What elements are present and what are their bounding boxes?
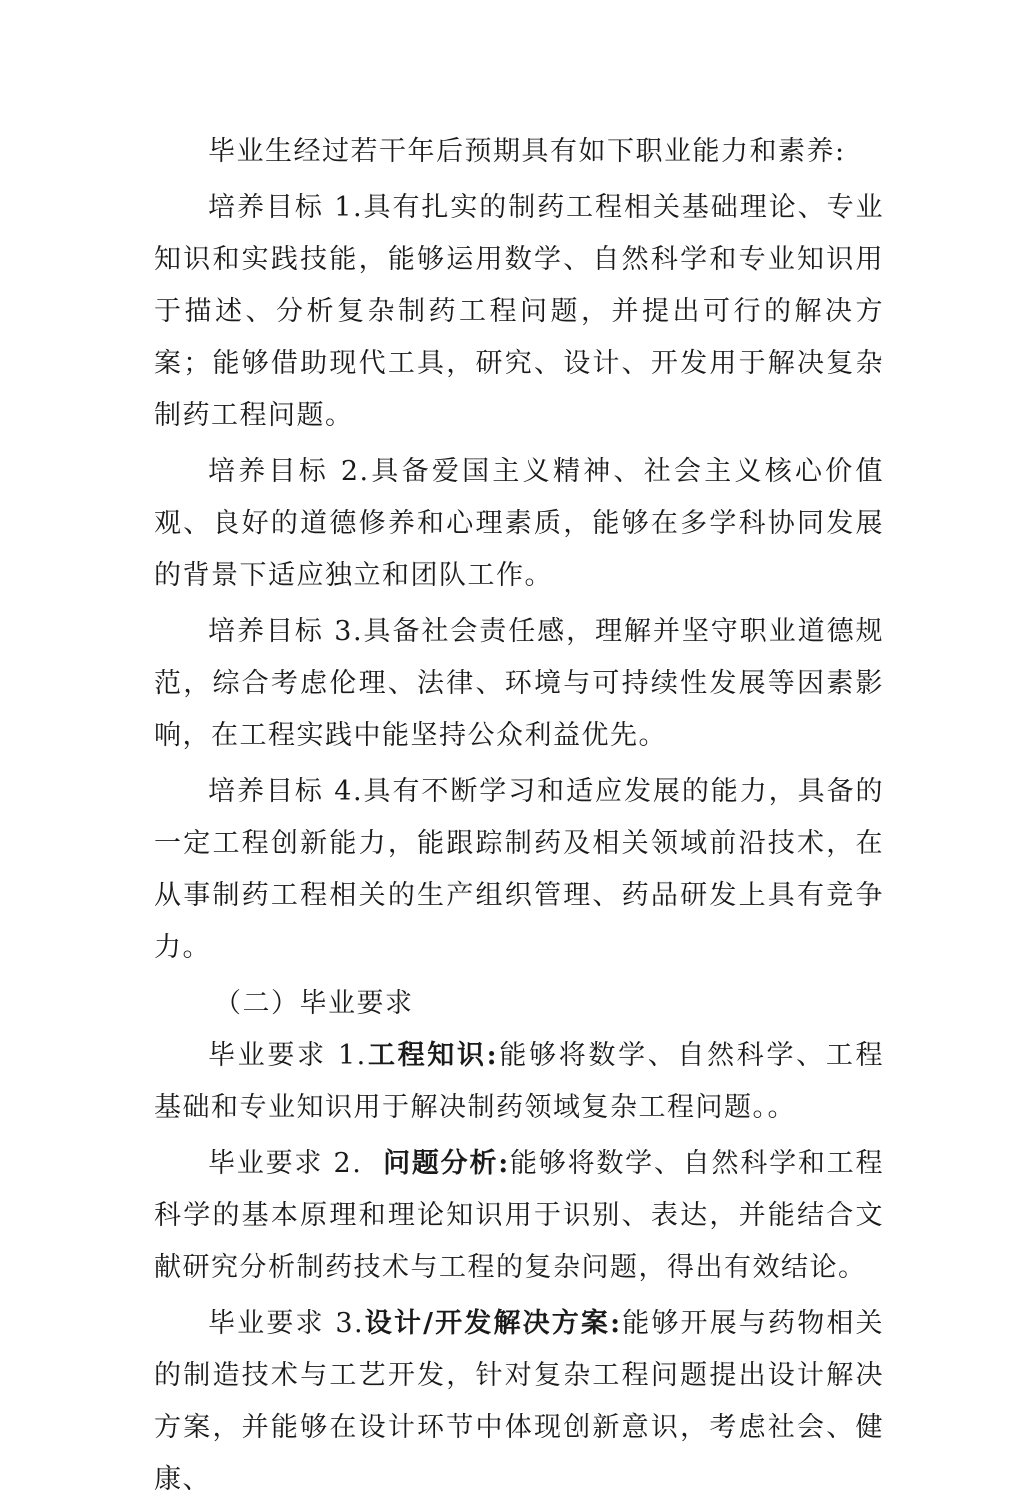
requirement-1-paragraph	[154, 1030, 884, 1134]
objective-2-label: 培养目标 2.	[208, 456, 370, 487]
objective-4-label: 培养目标 4.	[208, 776, 364, 807]
requirement-2-label: 毕业要求 2.	[208, 1148, 363, 1179]
requirement-1-text: 能够将数学、自然科学、工程基础和专业知识用于解决制药领域复杂工程问题。。	[154, 1040, 885, 1123]
document-page	[154, 126, 884, 1506]
requirement-1-label: 毕业要求 1.	[208, 1040, 367, 1071]
requirement-2-title: 问题分析:	[383, 1148, 510, 1179]
requirement-3-paragraph	[154, 1298, 884, 1506]
objective-4-paragraph	[154, 766, 884, 974]
objective-3-paragraph	[154, 606, 884, 762]
intro-paragraph: 毕业生经过若干年后预期具有如下职业能力和素养:	[208, 136, 846, 167]
section-heading: （二）毕业要求	[214, 988, 414, 1019]
requirement-2-text: 能够将数学、自然科学和工程科学的基本原理和理论知识用于识别、表达，并能结合文献研究分析制药技术与工程的复杂问题，得出有效结论。	[154, 1148, 885, 1283]
objective-3-text: 具备社会责任感，理解并坚守职业道德规范，综合考虑伦理、法律、环境与可持续性发展等因素影响，在工程实践中能坚持公众利益优先。	[154, 616, 885, 751]
objective-2-paragraph	[154, 446, 884, 602]
requirement-3-text: 能够开展与药物相关的制造技术与工艺开发，针对复杂工程问题提出设计解决方案，并能够在设计环节中体现创新意识，考虑社会、健康、	[154, 1308, 885, 1495]
requirement-3-title: 设计/开发解决方案:	[364, 1308, 622, 1339]
objective-1-paragraph	[154, 182, 884, 442]
objective-1-label: 培养目标 1.	[208, 192, 364, 223]
requirement-1-title: 工程知识:	[366, 1040, 499, 1071]
requirement-2-paragraph	[154, 1138, 884, 1294]
objective-1-text: 具有扎实的制药工程相关基础理论、专业知识和实践技能，能够运用数学、自然科学和专业知识用于描述、分析复杂制药工程问题，并提出可行的解决方案；能够借助现代工具，研究、设计、开发用于解决复杂制药工程问题。	[154, 192, 885, 431]
objective-3-label: 培养目标 3.	[208, 616, 364, 647]
requirement-3-label: 毕业要求 3.	[208, 1308, 365, 1339]
objective-2-text: 具备爱国主义精神、社会主义核心价值观、良好的道德修养和心理素质，能够在多学科协同发展的背景下适应独立和团队工作。	[154, 456, 885, 591]
objective-4-text: 具有不断学习和适应发展的能力，具备的一定工程创新能力，能跟踪制药及相关领域前沿技术，在从事制药工程相关的生产组织管理、药品研发上具有竞争力。	[154, 776, 885, 963]
